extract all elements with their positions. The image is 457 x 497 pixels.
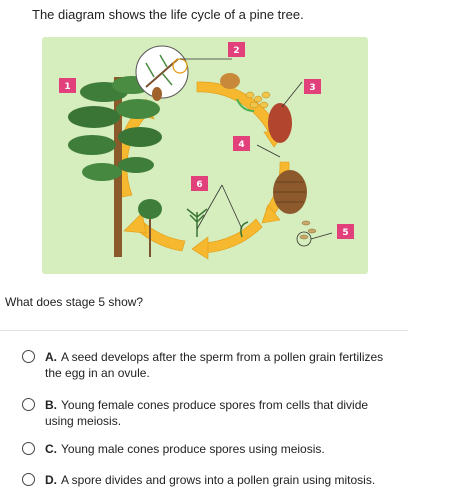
svg-text:4: 4 [238, 140, 245, 150]
answer-option-c-label: C. Young male cones produce spores using meiosis. [45, 442, 325, 456]
male-cone-icon [220, 73, 240, 89]
question-text: What does stage 5 show? [5, 295, 144, 309]
life-cycle-illustration [42, 37, 368, 274]
stage-label-6 [191, 176, 208, 191]
svg-text:6: 6 [196, 180, 203, 190]
stage-label-1 [59, 78, 76, 93]
stage-label-2 [228, 42, 245, 57]
svg-text:2: 2 [233, 46, 240, 56]
divider [0, 330, 408, 331]
radio-button-c[interactable] [22, 442, 35, 455]
question-prompt: The diagram shows the life cycle of a pine tree. [32, 7, 304, 22]
radio-button-d[interactable] [22, 473, 35, 486]
stage-label-5 [337, 224, 354, 239]
svg-text:3: 3 [309, 83, 316, 93]
pine-life-cycle-diagram [42, 37, 368, 274]
answer-option-d-label: D. A spore divides and grows into a pollen grain using mitosis. [45, 473, 376, 487]
svg-text:1: 1 [64, 82, 71, 92]
radio-button-b[interactable] [22, 398, 35, 411]
radio-button-a[interactable] [22, 350, 35, 363]
stage-label-3 [304, 79, 321, 94]
seedling-icon [187, 209, 207, 237]
answer-option-b-label: B. Young female cones produce spores from cells that divide using meiosis. [45, 398, 369, 428]
answer-option-a-label: A. A seed develops after the sperm from a pollen grain fertilizes the egg in an ovule. [45, 350, 384, 380]
stage-label-4 [233, 136, 250, 151]
seeds-icon [300, 221, 316, 239]
svg-text:5: 5 [342, 228, 349, 238]
female-cone-icon [268, 103, 292, 143]
